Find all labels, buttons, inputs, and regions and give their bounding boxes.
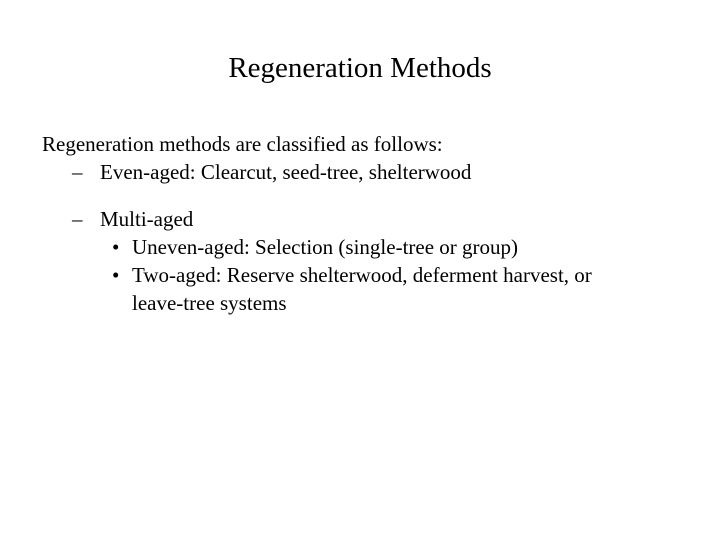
sub-item-two-aged: [42, 261, 692, 317]
slide-body: [42, 130, 692, 317]
dash-bullet-icon: –: [72, 207, 83, 231]
sub-item-text-line2: leave-tree systems: [132, 291, 287, 315]
slide-title: Regeneration Methods: [228, 52, 492, 84]
bullet-icon: •: [112, 263, 120, 287]
list-item-text: Multi-aged: [100, 207, 194, 231]
sub-item-text-line1: Two-aged: Reserve shelterwood, deferment harvest, or: [132, 263, 592, 287]
intro-text: Regeneration methods are classified as follows:: [42, 132, 443, 156]
sub-item-text: Uneven-aged: Selection (single-tree or group): [132, 235, 519, 259]
dash-bullet-icon: –: [72, 160, 83, 184]
sub-item-uneven-aged: [42, 233, 692, 261]
bullet-icon: •: [112, 235, 120, 259]
list-item-even-aged: [42, 158, 692, 186]
list-item-text: Even-aged: Clearcut, seed-tree, shelterwood: [100, 160, 472, 184]
list-item-multi-aged: [42, 205, 692, 233]
